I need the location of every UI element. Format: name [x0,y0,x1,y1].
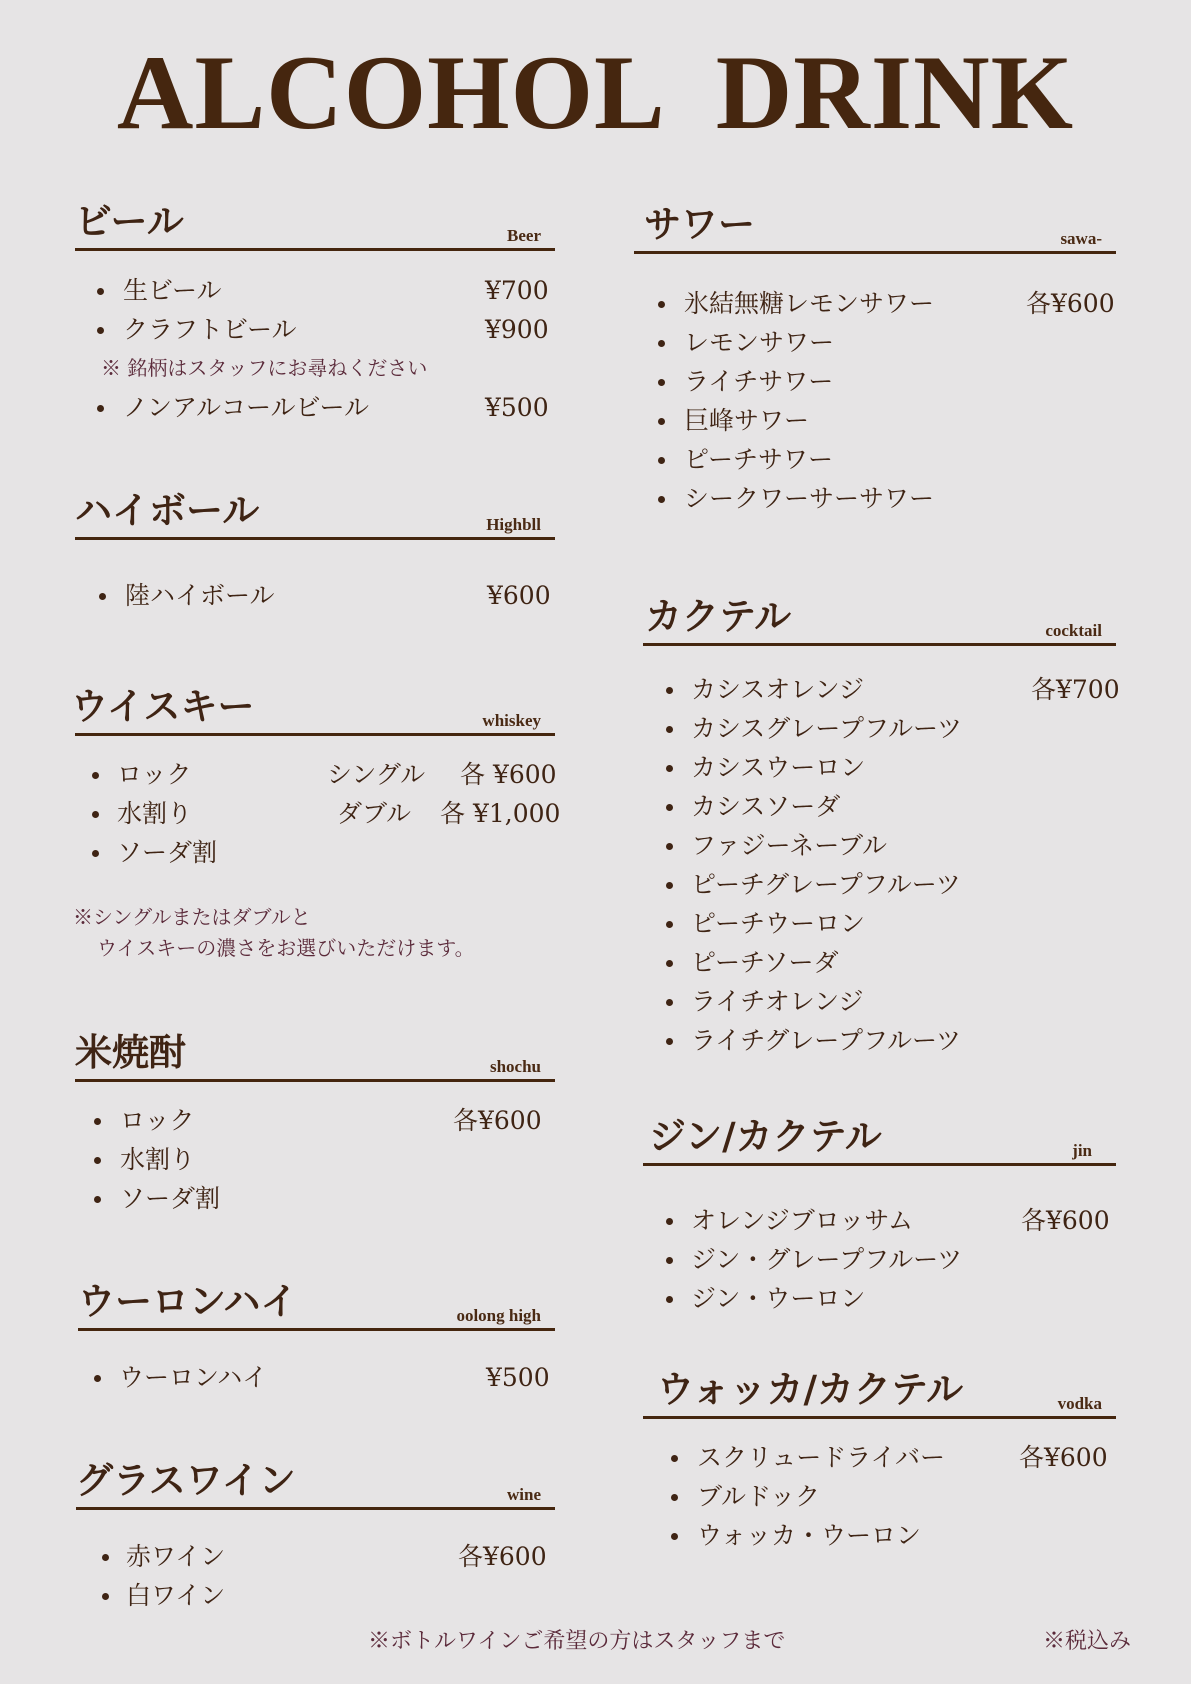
tax-note: ※税込み [1043,1629,1132,1654]
menu-item: シークワーサーサワー [634,479,1116,518]
menu-item: ウーロンハイ ¥500 [78,1358,555,1397]
menu-title [0,34,1191,151]
section-title: ウイスキー [71,684,255,728]
menu-item: ピーチサワー [634,440,1116,479]
item-price: ¥500 [486,1363,550,1392]
section-title: ウーロンハイ [78,1279,298,1323]
section-title: ハイボール [75,488,260,532]
menu-item: ライチサワー [634,362,1116,401]
menu-item: 水割り ダブル 各 ¥1,000 [75,794,555,833]
item-price: ¥500 [485,393,549,422]
menu-item: ジン・グレープフルーツ [643,1240,1116,1279]
section-highball [75,483,555,615]
single-label: シングル [327,760,426,789]
menu-item: ノンアルコールビール ¥500 [75,388,555,427]
single-price: 各 ¥600 [460,760,557,789]
item-price: ¥600 [487,581,551,610]
section-title: カクテル [645,594,792,638]
menu-item: ファジーネーブル [643,826,1116,865]
menu-item: 白ワイン [76,1576,555,1615]
section-title: サワー [644,202,755,246]
section-subtitle: wine [507,1485,541,1504]
menu-item: 陸ハイボール ¥600 [75,576,555,615]
item-price: 各¥600 [453,1106,542,1135]
section-subtitle: vodka [1057,1394,1102,1413]
section-title: ビール [75,199,184,243]
item-price: 各¥600 [1021,1206,1110,1235]
menu-item: ライチグレープフルーツ [643,1021,1116,1060]
section-subtitle: shochu [489,1057,541,1076]
menu-item: オレンジブロッサム 各¥600 [643,1201,1116,1240]
menu-item: ピーチグレープフルーツ [643,865,1116,904]
section-subtitle: whiskey [482,711,541,730]
menu-item: ジン・ウーロン [643,1279,1116,1318]
menu-item: ピーチソーダ [643,943,1116,982]
beer-note: ※ 銘柄はスタッフにお尋ねください [101,356,428,380]
double-price: 各 ¥1,000 [440,799,561,828]
menu-item: 水割り [75,1140,555,1179]
menu-item: 巨峰サワー [634,401,1116,440]
menu-item: ライチオレンジ [643,982,1116,1021]
item-price: ¥700 [485,276,549,305]
section-title: ウォッカ/カクテル [657,1367,964,1411]
section-whiskey [71,679,561,960]
section-title: 米焼酎 [75,1030,186,1074]
section-subtitle: sawa- [1060,229,1102,248]
menu-item: 生ビール ¥700 [75,271,555,310]
menu-item: カシスオレンジ 各¥700 [643,670,1116,709]
menu-item: カシスウーロン [643,748,1116,787]
menu-item: ブルドック [643,1477,1116,1516]
menu-item: ウォッカ・ウーロン [643,1516,1116,1555]
bottle-wine-note: ※ボトルワインご希望の方はスタッフまで [368,1629,786,1654]
section-vodka-cocktail [643,1362,1116,1555]
item-price: 各¥600 [1026,289,1115,318]
menu-title-word2: DRINK [715,34,1075,151]
section-glass-wine [76,1453,555,1615]
section-beer [75,194,555,427]
menu-item: 赤ワイン 各¥600 [76,1537,555,1576]
section-cocktail [643,589,1120,1060]
item-price: ¥900 [485,315,549,344]
item-price: 各¥600 [1019,1443,1108,1472]
section-sour [634,197,1116,518]
double-label: ダブル [337,799,412,828]
whiskey-note-line2: ウイスキーの濃さをお選びいただけます。 [97,936,475,960]
menu-item: レモンサワー [634,323,1116,362]
section-subtitle: Highbll [486,515,541,534]
section-shochu [75,1025,555,1218]
menu-item: クラフトビール ¥900 [75,310,555,349]
menu-item: カシスグレープフルーツ [643,709,1116,748]
section-oolong-high [78,1274,555,1397]
section-subtitle: Beer [507,226,541,245]
item-price: 各¥600 [458,1542,547,1571]
section-subtitle: jin [1072,1141,1092,1160]
menu-item: ロック 各¥600 [75,1101,555,1140]
menu-item: ピーチウーロン [643,904,1116,943]
section-subtitle: oolong high [456,1306,541,1325]
menu-item: スクリュードライバー 各¥600 [643,1438,1116,1477]
whiskey-note-line1: ※シングルまたはダブルと [73,905,311,929]
menu-item: カシスソーダ [643,787,1116,826]
menu-item: ソーダ割 [75,833,555,872]
menu-title-word1: ALCOHOL [116,34,666,151]
section-subtitle: cocktail [1045,621,1102,640]
menu-item: ロック シングル 各 ¥600 [75,755,555,794]
menu-item: ソーダ割 [75,1179,555,1218]
section-gin-cocktail [643,1109,1116,1318]
item-price: 各¥700 [1031,675,1120,704]
menu-item: 氷結無糖レモンサワー 各¥600 [634,284,1116,323]
section-title: ジン/カクテル [649,1114,882,1158]
section-title: グラスワイン [76,1458,296,1502]
